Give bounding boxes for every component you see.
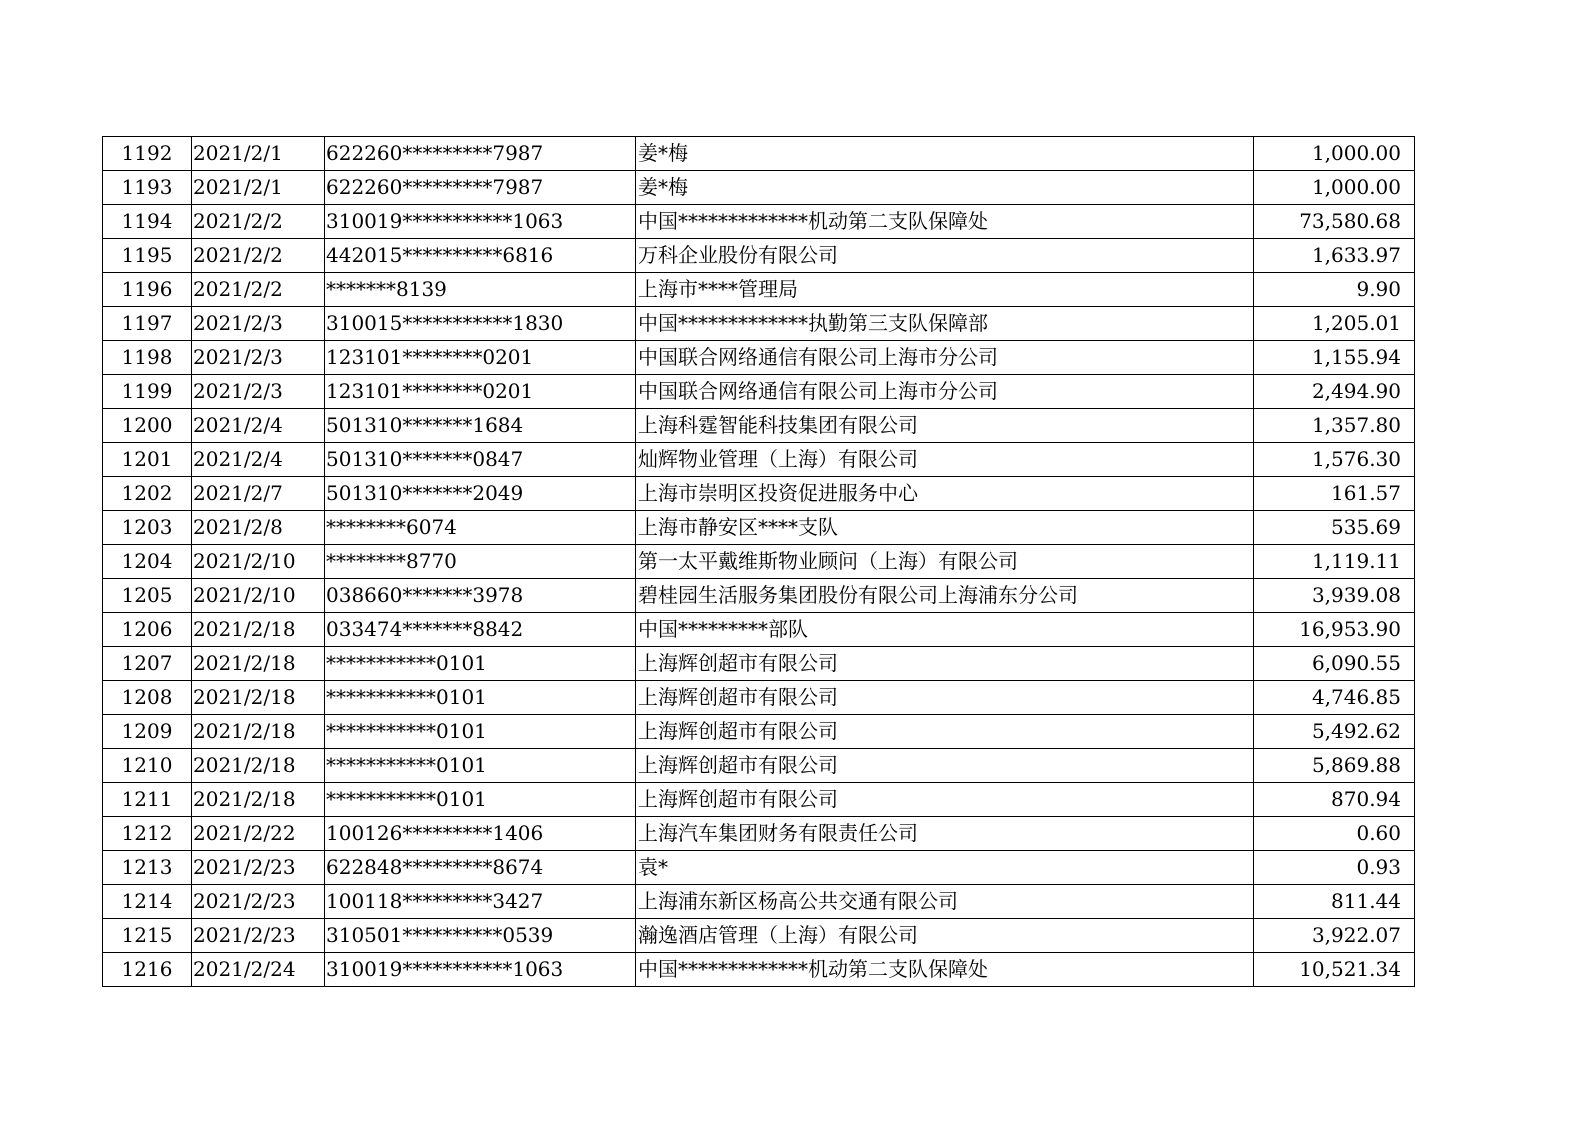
- table-row: [103, 579, 1415, 613]
- payee-name-cell: 上海辉创超市有限公司: [636, 715, 1254, 749]
- amount-cell: 10,521.34: [1254, 953, 1415, 987]
- row-number-cell: 1199: [103, 375, 192, 409]
- table-row: [103, 749, 1415, 783]
- row-number-cell: 1201: [103, 443, 192, 477]
- amount-cell: 9.90: [1254, 273, 1415, 307]
- date-cell: 2021/2/24: [192, 953, 325, 987]
- account-number-cell: *******8139: [325, 273, 636, 307]
- payee-name-cell: 中国联合网络通信有限公司上海市分公司: [636, 341, 1254, 375]
- table-row: [103, 205, 1415, 239]
- date-cell: 2021/2/23: [192, 885, 325, 919]
- row-number-cell: 1208: [103, 681, 192, 715]
- amount-cell: 1,119.11: [1254, 545, 1415, 579]
- row-number-cell: 1200: [103, 409, 192, 443]
- row-number-cell: 1202: [103, 477, 192, 511]
- payee-name-cell: 中国*************机动第二支队保障处: [636, 953, 1254, 987]
- date-cell: 2021/2/23: [192, 919, 325, 953]
- amount-cell: 3,922.07: [1254, 919, 1415, 953]
- payee-name-cell: 万科企业股份有限公司: [636, 239, 1254, 273]
- row-number-cell: 1205: [103, 579, 192, 613]
- date-cell: 2021/2/2: [192, 239, 325, 273]
- row-number-cell: 1212: [103, 817, 192, 851]
- table-row: [103, 919, 1415, 953]
- amount-cell: 811.44: [1254, 885, 1415, 919]
- payee-name-cell: 上海浦东新区杨高公共交通有限公司: [636, 885, 1254, 919]
- table-row: [103, 137, 1415, 171]
- account-number-cell: 310019***********1063: [325, 205, 636, 239]
- table-row: [103, 715, 1415, 749]
- row-number-cell: 1195: [103, 239, 192, 273]
- date-cell: 2021/2/3: [192, 341, 325, 375]
- payee-name-cell: 中国*************执勤第三支队保障部: [636, 307, 1254, 341]
- row-number-cell: 1213: [103, 851, 192, 885]
- payee-name-cell: 第一太平戴维斯物业顾问（上海）有限公司: [636, 545, 1254, 579]
- account-number-cell: 501310*******2049: [325, 477, 636, 511]
- account-number-cell: 501310*******1684: [325, 409, 636, 443]
- table-row: [103, 545, 1415, 579]
- date-cell: 2021/2/18: [192, 715, 325, 749]
- amount-cell: 2,494.90: [1254, 375, 1415, 409]
- amount-cell: 3,939.08: [1254, 579, 1415, 613]
- row-number-cell: 1203: [103, 511, 192, 545]
- payee-name-cell: 上海辉创超市有限公司: [636, 681, 1254, 715]
- table-row: [103, 273, 1415, 307]
- amount-cell: 1,357.80: [1254, 409, 1415, 443]
- payee-name-cell: 上海汽车集团财务有限责任公司: [636, 817, 1254, 851]
- date-cell: 2021/2/3: [192, 375, 325, 409]
- account-number-cell: 310015***********1830: [325, 307, 636, 341]
- payee-name-cell: 上海辉创超市有限公司: [636, 647, 1254, 681]
- date-cell: 2021/2/7: [192, 477, 325, 511]
- account-number-cell: 123101********0201: [325, 341, 636, 375]
- date-cell: 2021/2/18: [192, 681, 325, 715]
- payee-name-cell: 瀚逸酒店管理（上海）有限公司: [636, 919, 1254, 953]
- date-cell: 2021/2/2: [192, 273, 325, 307]
- account-number-cell: ********6074: [325, 511, 636, 545]
- account-number-cell: 310019***********1063: [325, 953, 636, 987]
- table-row: [103, 341, 1415, 375]
- row-number-cell: 1214: [103, 885, 192, 919]
- payee-name-cell: 上海辉创超市有限公司: [636, 783, 1254, 817]
- amount-cell: 73,580.68: [1254, 205, 1415, 239]
- account-number-cell: 622260*********7987: [325, 137, 636, 171]
- payee-name-cell: 袁*: [636, 851, 1254, 885]
- payee-name-cell: 姜*梅: [636, 171, 1254, 205]
- ledger-table-body: [103, 137, 1415, 987]
- table-row: [103, 647, 1415, 681]
- account-number-cell: ***********0101: [325, 749, 636, 783]
- account-number-cell: 622260*********7987: [325, 171, 636, 205]
- amount-cell: 1,633.97: [1254, 239, 1415, 273]
- payee-name-cell: 上海市崇明区投资促进服务中心: [636, 477, 1254, 511]
- table-row: [103, 613, 1415, 647]
- row-number-cell: 1196: [103, 273, 192, 307]
- amount-cell: 1,000.00: [1254, 137, 1415, 171]
- payee-name-cell: 中国*************机动第二支队保障处: [636, 205, 1254, 239]
- account-number-cell: 501310*******0847: [325, 443, 636, 477]
- table-row: [103, 307, 1415, 341]
- account-number-cell: 310501**********0539: [325, 919, 636, 953]
- payee-name-cell: 上海科霆智能科技集团有限公司: [636, 409, 1254, 443]
- amount-cell: 870.94: [1254, 783, 1415, 817]
- payee-name-cell: 中国联合网络通信有限公司上海市分公司: [636, 375, 1254, 409]
- date-cell: 2021/2/1: [192, 137, 325, 171]
- date-cell: 2021/2/18: [192, 647, 325, 681]
- date-cell: 2021/2/3: [192, 307, 325, 341]
- amount-cell: 0.93: [1254, 851, 1415, 885]
- table-row: [103, 851, 1415, 885]
- row-number-cell: 1215: [103, 919, 192, 953]
- account-number-cell: ***********0101: [325, 647, 636, 681]
- account-number-cell: 033474*******8842: [325, 613, 636, 647]
- table-row: [103, 783, 1415, 817]
- table-row: [103, 171, 1415, 205]
- amount-cell: 1,576.30: [1254, 443, 1415, 477]
- row-number-cell: 1210: [103, 749, 192, 783]
- date-cell: 2021/2/18: [192, 783, 325, 817]
- row-number-cell: 1211: [103, 783, 192, 817]
- amount-cell: 4,746.85: [1254, 681, 1415, 715]
- amount-cell: 161.57: [1254, 477, 1415, 511]
- date-cell: 2021/2/18: [192, 749, 325, 783]
- payee-name-cell: 上海市****管理局: [636, 273, 1254, 307]
- date-cell: 2021/2/4: [192, 409, 325, 443]
- date-cell: 2021/2/10: [192, 545, 325, 579]
- account-number-cell: 622848*********8674: [325, 851, 636, 885]
- amount-cell: 5,492.62: [1254, 715, 1415, 749]
- payee-name-cell: 灿辉物业管理（上海）有限公司: [636, 443, 1254, 477]
- date-cell: 2021/2/8: [192, 511, 325, 545]
- amount-cell: 5,869.88: [1254, 749, 1415, 783]
- account-number-cell: ********8770: [325, 545, 636, 579]
- account-number-cell: ***********0101: [325, 715, 636, 749]
- account-number-cell: 038660*******3978: [325, 579, 636, 613]
- row-number-cell: 1194: [103, 205, 192, 239]
- row-number-cell: 1198: [103, 341, 192, 375]
- amount-cell: 535.69: [1254, 511, 1415, 545]
- account-number-cell: ***********0101: [325, 681, 636, 715]
- amount-cell: 1,155.94: [1254, 341, 1415, 375]
- row-number-cell: 1197: [103, 307, 192, 341]
- account-number-cell: ***********0101: [325, 783, 636, 817]
- date-cell: 2021/2/23: [192, 851, 325, 885]
- account-number-cell: 442015**********6816: [325, 239, 636, 273]
- row-number-cell: 1207: [103, 647, 192, 681]
- table-row: [103, 953, 1415, 987]
- payee-name-cell: 姜*梅: [636, 137, 1254, 171]
- table-row: [103, 443, 1415, 477]
- date-cell: 2021/2/22: [192, 817, 325, 851]
- amount-cell: 1,205.01: [1254, 307, 1415, 341]
- amount-cell: 1,000.00: [1254, 171, 1415, 205]
- row-number-cell: 1209: [103, 715, 192, 749]
- table-row: [103, 477, 1415, 511]
- table-row: [103, 817, 1415, 851]
- row-number-cell: 1204: [103, 545, 192, 579]
- payee-name-cell: 中国*********部队: [636, 613, 1254, 647]
- row-number-cell: 1216: [103, 953, 192, 987]
- table-row: [103, 681, 1415, 715]
- payee-name-cell: 上海市静安区****支队: [636, 511, 1254, 545]
- date-cell: 2021/2/18: [192, 613, 325, 647]
- row-number-cell: 1193: [103, 171, 192, 205]
- table-row: [103, 409, 1415, 443]
- table-row: [103, 885, 1415, 919]
- date-cell: 2021/2/2: [192, 205, 325, 239]
- date-cell: 2021/2/4: [192, 443, 325, 477]
- table-row: [103, 511, 1415, 545]
- table-row: [103, 239, 1415, 273]
- payee-name-cell: 碧桂园生活服务集团股份有限公司上海浦东分公司: [636, 579, 1254, 613]
- table-row: [103, 375, 1415, 409]
- row-number-cell: 1206: [103, 613, 192, 647]
- account-number-cell: 123101********0201: [325, 375, 636, 409]
- date-cell: 2021/2/1: [192, 171, 325, 205]
- date-cell: 2021/2/10: [192, 579, 325, 613]
- amount-cell: 6,090.55: [1254, 647, 1415, 681]
- amount-cell: 16,953.90: [1254, 613, 1415, 647]
- row-number-cell: 1192: [103, 137, 192, 171]
- payee-name-cell: 上海辉创超市有限公司: [636, 749, 1254, 783]
- account-number-cell: 100126*********1406: [325, 817, 636, 851]
- account-number-cell: 100118*********3427: [325, 885, 636, 919]
- ledger-table: [102, 136, 1415, 987]
- amount-cell: 0.60: [1254, 817, 1415, 851]
